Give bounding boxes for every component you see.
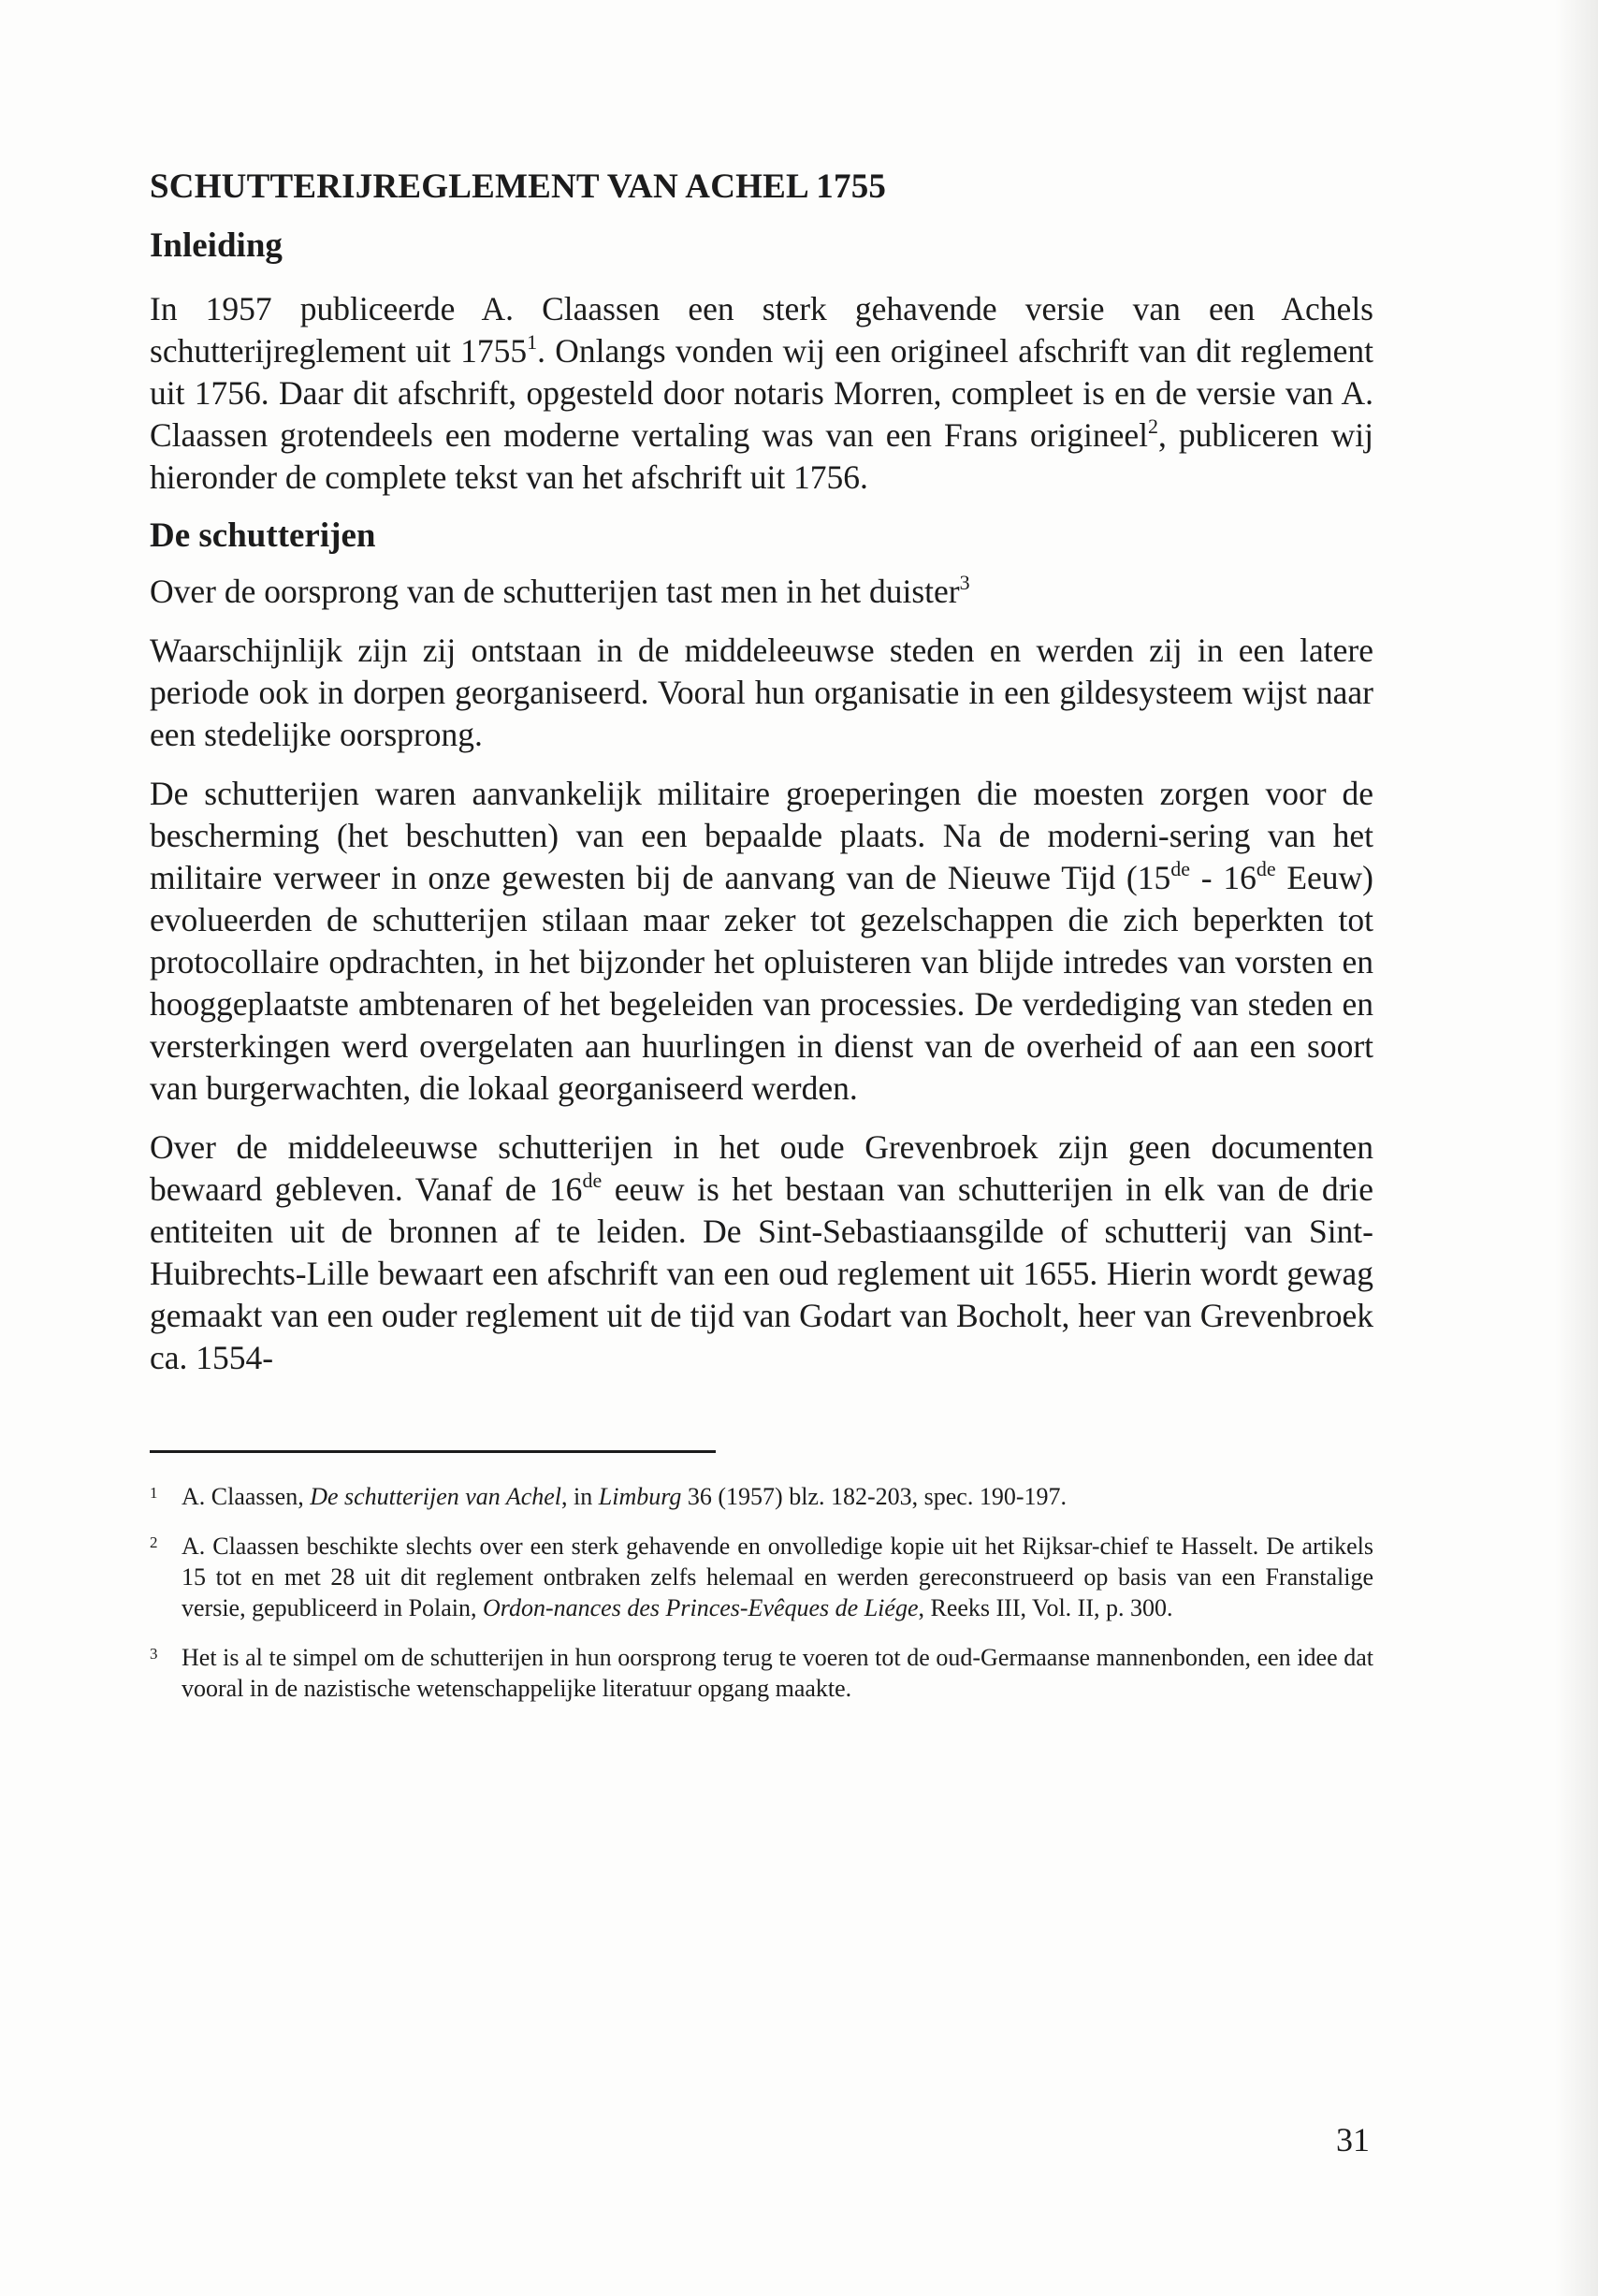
section-heading-schutterijen: De schutterijen [150, 516, 376, 555]
page-number: 31 [1336, 2121, 1370, 2158]
footnote-ref-3: 3 [959, 571, 970, 594]
footnote-number: 1 [150, 1484, 158, 1502]
paragraph-grevenbroek [150, 1126, 1373, 1379]
paragraph-text: Over de middeleeuwse schutterijen in het oude Grevenbroek zijn geen documenten bewaard gebleven. Vanaf de 16 [150, 1128, 1373, 1208]
paragraph-text: eeuw is het bestaan van schutterijen in elk van de drie entiteiten uit de bronnen af te leiden. De Sint-Sebastiaansgilde of schutterij van Sint-Huibrechts-Lille bewaart een afschrift van een oud reglement uit 1655. Hierin wordt gewag gemaakt van een ouder reglement uit de tijd van Godart van Bocholt, heer van Grevenbroek ca. 1554- [150, 1170, 1374, 1376]
superscript-de: de [582, 1169, 603, 1192]
footnote-1 [150, 1481, 1373, 1512]
paragraph-intro [150, 288, 1373, 499]
footnote-text: Het is al te simpel om de schutterijen in hun oorsprong terug te voeren tot de oud-Germaanse mannenbonden, een idee dat vooral in de nazistische wetenschappelijke literatuur opgang maakte. [182, 1644, 1373, 1702]
document-title: SCHUTTERIJREGLEMENT VAN ACHEL 1755 [150, 167, 887, 206]
paragraph-text: , publiceren wij hieronder de complete tekst van het afschrift uit 1756. [150, 416, 1373, 496]
footnote-divider [150, 1450, 716, 1453]
footnote-number: 2 [150, 1533, 158, 1551]
paragraph-medieval-cities: Waarschijnlijk zijn zij ontstaan in de middeleeuwse steden en werden zij in een latere periode ook in dorpen georganiseerd. Vooral hun organisatie in een gildesysteem wijst naar een stedelijke oorsprong. [150, 632, 1373, 753]
paragraph-text: . Onlangs vonden wij een origineel afschrift van dit reglement uit 1756. Daar dit afschrift, opgesteld door notaris Morren, compleet is en de versie van A. Claassen grotendeels een moderne vertaling was van een Frans origineel [150, 332, 1374, 454]
footnote-text-part: A. Claassen, [182, 1483, 311, 1510]
footnote-number: 3 [150, 1645, 158, 1663]
page-edge-shadow [1555, 0, 1598, 2296]
paragraph-text: In 1957 publiceerde A. Claassen een sterk gehavende versie van een Achels schutterijreglement uit 1755 [150, 290, 1373, 370]
footnote-text-part: 36 (1957) blz. 182-203, spec. 190-197. [681, 1483, 1067, 1510]
footnote-ref-1: 1 [527, 330, 538, 354]
superscript-de: de [1256, 857, 1276, 880]
footnote-italic: Limburg [598, 1483, 682, 1510]
paragraph-origin [150, 571, 1373, 613]
footnote-text-part: A. Claassen beschikte slechts over een sterk gehavende en onvolledige kopie uit het Rijksar-chief te Hasselt. De artikels 15 tot en met 28 uit dit reglement ontbraken zelfs helemaal en werden gereconstrueerd op basis van een Franstalige versie, gepubliceerd in Polain, [182, 1533, 1373, 1621]
paragraph-text: Over de oorsprong van de schutterijen tast men in het duister [150, 573, 960, 610]
footnote-text-part: , Reeks III, Vol. II, p. 300. [918, 1594, 1173, 1621]
footnote-ref-2: 2 [1148, 414, 1158, 438]
footnote-italic: Ordon-nances des Princes-Evêques de Liége [483, 1594, 919, 1621]
paragraph-text: Eeuw) evolueerden de schutterijen stilaan maar zeker tot gezelschappen die zich beperkten tot protocollaire opdrachten, in het bijzonder het opluisteren van blijde intredes van vorsten en hooggeplaatste ambtenaren of het begeleiden van processies. De verdediging van steden en versterkingen werd overgelaten aan huurlingen in dienst van de overheid of aan een soort van burgerwachten, die lokaal georganiseerd werden. [150, 859, 1373, 1107]
paragraph-military-groups [150, 773, 1373, 1110]
footnote-2 [150, 1531, 1373, 1623]
footnote-text [182, 1531, 1373, 1623]
footnote-text [182, 1481, 1373, 1512]
section-heading-inleiding: Inleiding [150, 226, 283, 265]
footnote-italic: De schutterijen van Achel [310, 1483, 562, 1510]
paragraph-text: De schutterijen waren aanvankelijk militaire groeperingen die moesten zorgen voor de bescherming (het beschutten) van een bepaalde plaats. Na de moderni-sering van het militaire verweer in onze gewesten bij de aanvang van de Nieuwe Tijd (15 [150, 775, 1373, 896]
superscript-de: de [1170, 857, 1190, 880]
footnote-3 [150, 1642, 1373, 1704]
footnote-text-part: , in [561, 1483, 599, 1510]
paragraph-text: - 16 [1190, 859, 1257, 896]
